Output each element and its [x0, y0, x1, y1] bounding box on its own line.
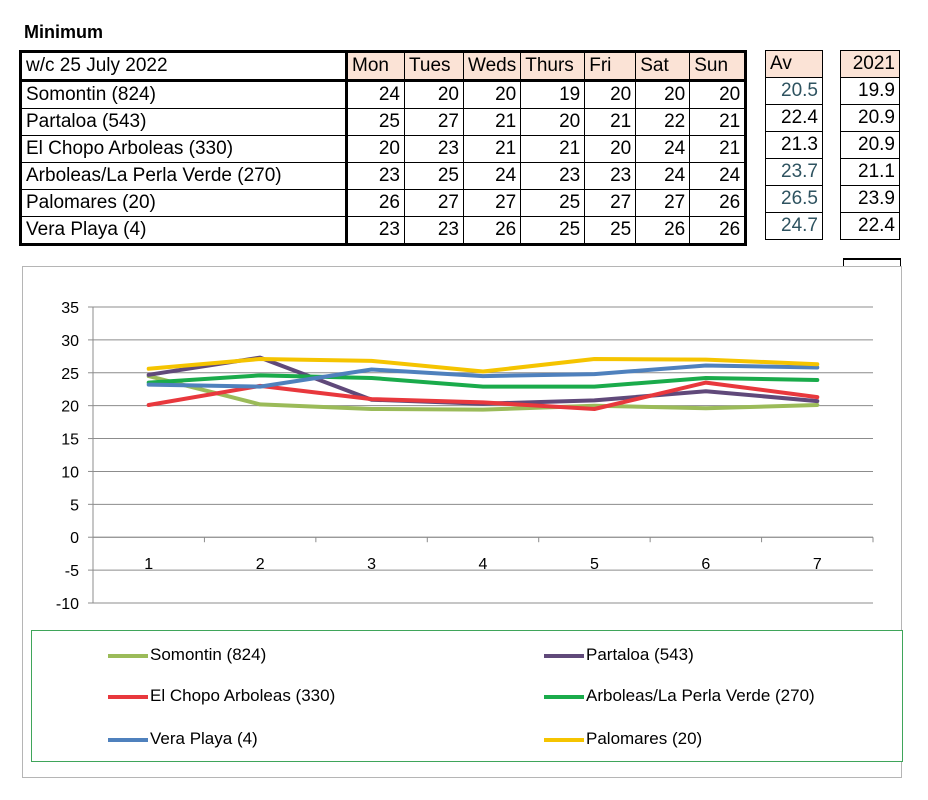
legend-swatch	[544, 695, 584, 699]
x-tick-label: 4	[478, 556, 488, 574]
x-tick-label: 5	[589, 556, 599, 574]
y-tick-label: 25	[61, 365, 79, 383]
x-tick-label: 7	[812, 556, 822, 574]
table-row	[766, 105, 823, 132]
table-row	[21, 217, 746, 245]
year-2021-cell: 22.4	[841, 213, 900, 240]
temp-cell: 21	[585, 109, 636, 136]
x-tick-label: 2	[255, 556, 265, 574]
day-header: Weds	[464, 52, 521, 81]
temp-cell: 25	[521, 190, 585, 217]
year-2021-table	[840, 50, 900, 240]
legend-label: Partaloa (543)	[586, 645, 694, 664]
day-header: Tues	[405, 52, 464, 81]
average-cell: 23.7	[766, 159, 823, 186]
station-name: Vera Playa (4)	[21, 217, 347, 245]
temp-cell: 23	[521, 163, 585, 190]
table-row	[21, 109, 746, 136]
average-table	[765, 50, 823, 240]
day-header: Fri	[585, 52, 636, 81]
temp-cell: 21	[521, 136, 585, 163]
table-row	[21, 163, 746, 190]
temp-cell: 23	[405, 136, 464, 163]
temp-cell: 24	[690, 163, 746, 190]
temp-cell: 20	[464, 81, 521, 109]
temp-cell: 20	[585, 81, 636, 109]
temp-cell: 27	[464, 190, 521, 217]
year-2021-cell: 23.9	[841, 186, 900, 213]
temp-cell: 20	[636, 81, 690, 109]
table-row	[841, 105, 900, 132]
y-tick-label: 15	[61, 431, 79, 449]
table-row	[21, 81, 746, 109]
temp-cell: 20	[690, 81, 746, 109]
legend-item	[108, 644, 266, 666]
x-tick-label: 3	[367, 556, 377, 574]
temp-cell: 24	[636, 163, 690, 190]
legend-swatch	[108, 695, 148, 699]
table-row	[841, 213, 900, 240]
table-header-row	[21, 52, 746, 81]
temp-cell: 21	[690, 136, 746, 163]
temp-cell: 26	[636, 217, 690, 245]
legend-swatch	[108, 738, 148, 742]
y-tick-label: 30	[61, 332, 79, 350]
temp-cell: 26	[690, 217, 746, 245]
station-name: Partaloa (543)	[21, 109, 347, 136]
table-header-row	[841, 51, 900, 78]
legend-label: Palomares (20)	[586, 729, 703, 748]
year-2021-cell: 20.9	[841, 105, 900, 132]
temp-cell: 26	[347, 190, 405, 217]
x-tick-label: 1	[144, 556, 154, 574]
table-header-row	[766, 51, 823, 78]
legend-swatch	[544, 654, 584, 658]
chart-legend	[31, 630, 903, 762]
temp-cell: 23	[347, 163, 405, 190]
y-tick-label: 10	[61, 464, 79, 482]
legend-label: Vera Playa (4)	[150, 729, 258, 748]
legend-label: El Chopo Arboleas (330)	[150, 686, 336, 705]
y-tick-label: 20	[61, 398, 79, 416]
temp-cell: 25	[585, 217, 636, 245]
temp-cell: 27	[636, 190, 690, 217]
legend-item	[108, 685, 335, 707]
table-row	[841, 186, 900, 213]
temp-cell: 19	[521, 81, 585, 109]
legend-swatch	[544, 738, 584, 742]
temp-cell: 20	[405, 81, 464, 109]
day-header: Thurs	[521, 52, 585, 81]
average-cell: 24.7	[766, 213, 823, 240]
day-header: Mon	[347, 52, 405, 81]
legend-item	[108, 728, 258, 750]
day-header: Sat	[636, 52, 690, 81]
temp-cell: 26	[464, 217, 521, 245]
y-tick-label: 0	[70, 530, 79, 548]
temp-cell: 24	[464, 163, 521, 190]
temp-cell: 26	[690, 190, 746, 217]
day-header: Sun	[690, 52, 746, 81]
temp-cell: 20	[585, 136, 636, 163]
week-label: w/c 25 July 2022	[21, 52, 347, 81]
temp-cell: 25	[521, 217, 585, 245]
x-tick-label: 6	[701, 556, 711, 574]
station-name: Somontin (824)	[21, 81, 347, 109]
temp-cell: 20	[347, 136, 405, 163]
temp-cell: 27	[405, 109, 464, 136]
station-name: Arboleas/La Perla Verde (270)	[21, 163, 347, 190]
year-2021-cell: 21.1	[841, 159, 900, 186]
legend-label: Arboleas/La Perla Verde (270)	[586, 686, 815, 705]
temp-cell: 27	[405, 190, 464, 217]
table-row	[766, 159, 823, 186]
temp-cell: 21	[690, 109, 746, 136]
temp-cell: 22	[636, 109, 690, 136]
legend-item	[544, 685, 815, 707]
legend-label: Somontin (824)	[150, 645, 267, 664]
temp-cell: 20	[521, 109, 585, 136]
table-row	[766, 78, 823, 105]
table-row	[21, 136, 746, 163]
y-tick-label: 35	[61, 300, 79, 317]
temp-cell: 24	[347, 81, 405, 109]
legend-item	[544, 728, 702, 750]
station-name: El Chopo Arboleas (330)	[21, 136, 347, 163]
temperature-table	[19, 50, 747, 246]
temp-cell: 21	[464, 109, 521, 136]
average-cell: 26.5	[766, 186, 823, 213]
temp-cell: 24	[636, 136, 690, 163]
y-tick-label: 5	[70, 497, 79, 515]
station-name: Palomares (20)	[21, 190, 347, 217]
table-row	[841, 78, 900, 105]
temp-cell: 27	[585, 190, 636, 217]
table-row	[841, 159, 900, 186]
y-tick-label: -5	[64, 563, 79, 581]
year-2021-cell: 19.9	[841, 78, 900, 105]
temp-cell: 23	[405, 217, 464, 245]
table-row	[766, 132, 823, 159]
temp-cell: 23	[585, 163, 636, 190]
year-2021-cell: 20.9	[841, 132, 900, 159]
legend-item	[544, 644, 694, 666]
y-tick-label: -10	[55, 596, 79, 613]
temp-cell: 21	[464, 136, 521, 163]
table-row	[841, 132, 900, 159]
temp-cell: 23	[347, 217, 405, 245]
average-cell: 21.3	[766, 132, 823, 159]
average-header: Av	[766, 51, 823, 78]
average-cell: 22.4	[766, 105, 823, 132]
table-row	[766, 186, 823, 213]
legend-swatch	[108, 654, 148, 658]
table-row	[766, 213, 823, 240]
page-title: Minimum	[24, 22, 103, 42]
temp-cell: 25	[347, 109, 405, 136]
average-cell: 20.5	[766, 78, 823, 105]
year-header: 2021	[841, 51, 900, 78]
table-row	[21, 190, 746, 217]
temp-cell: 25	[405, 163, 464, 190]
